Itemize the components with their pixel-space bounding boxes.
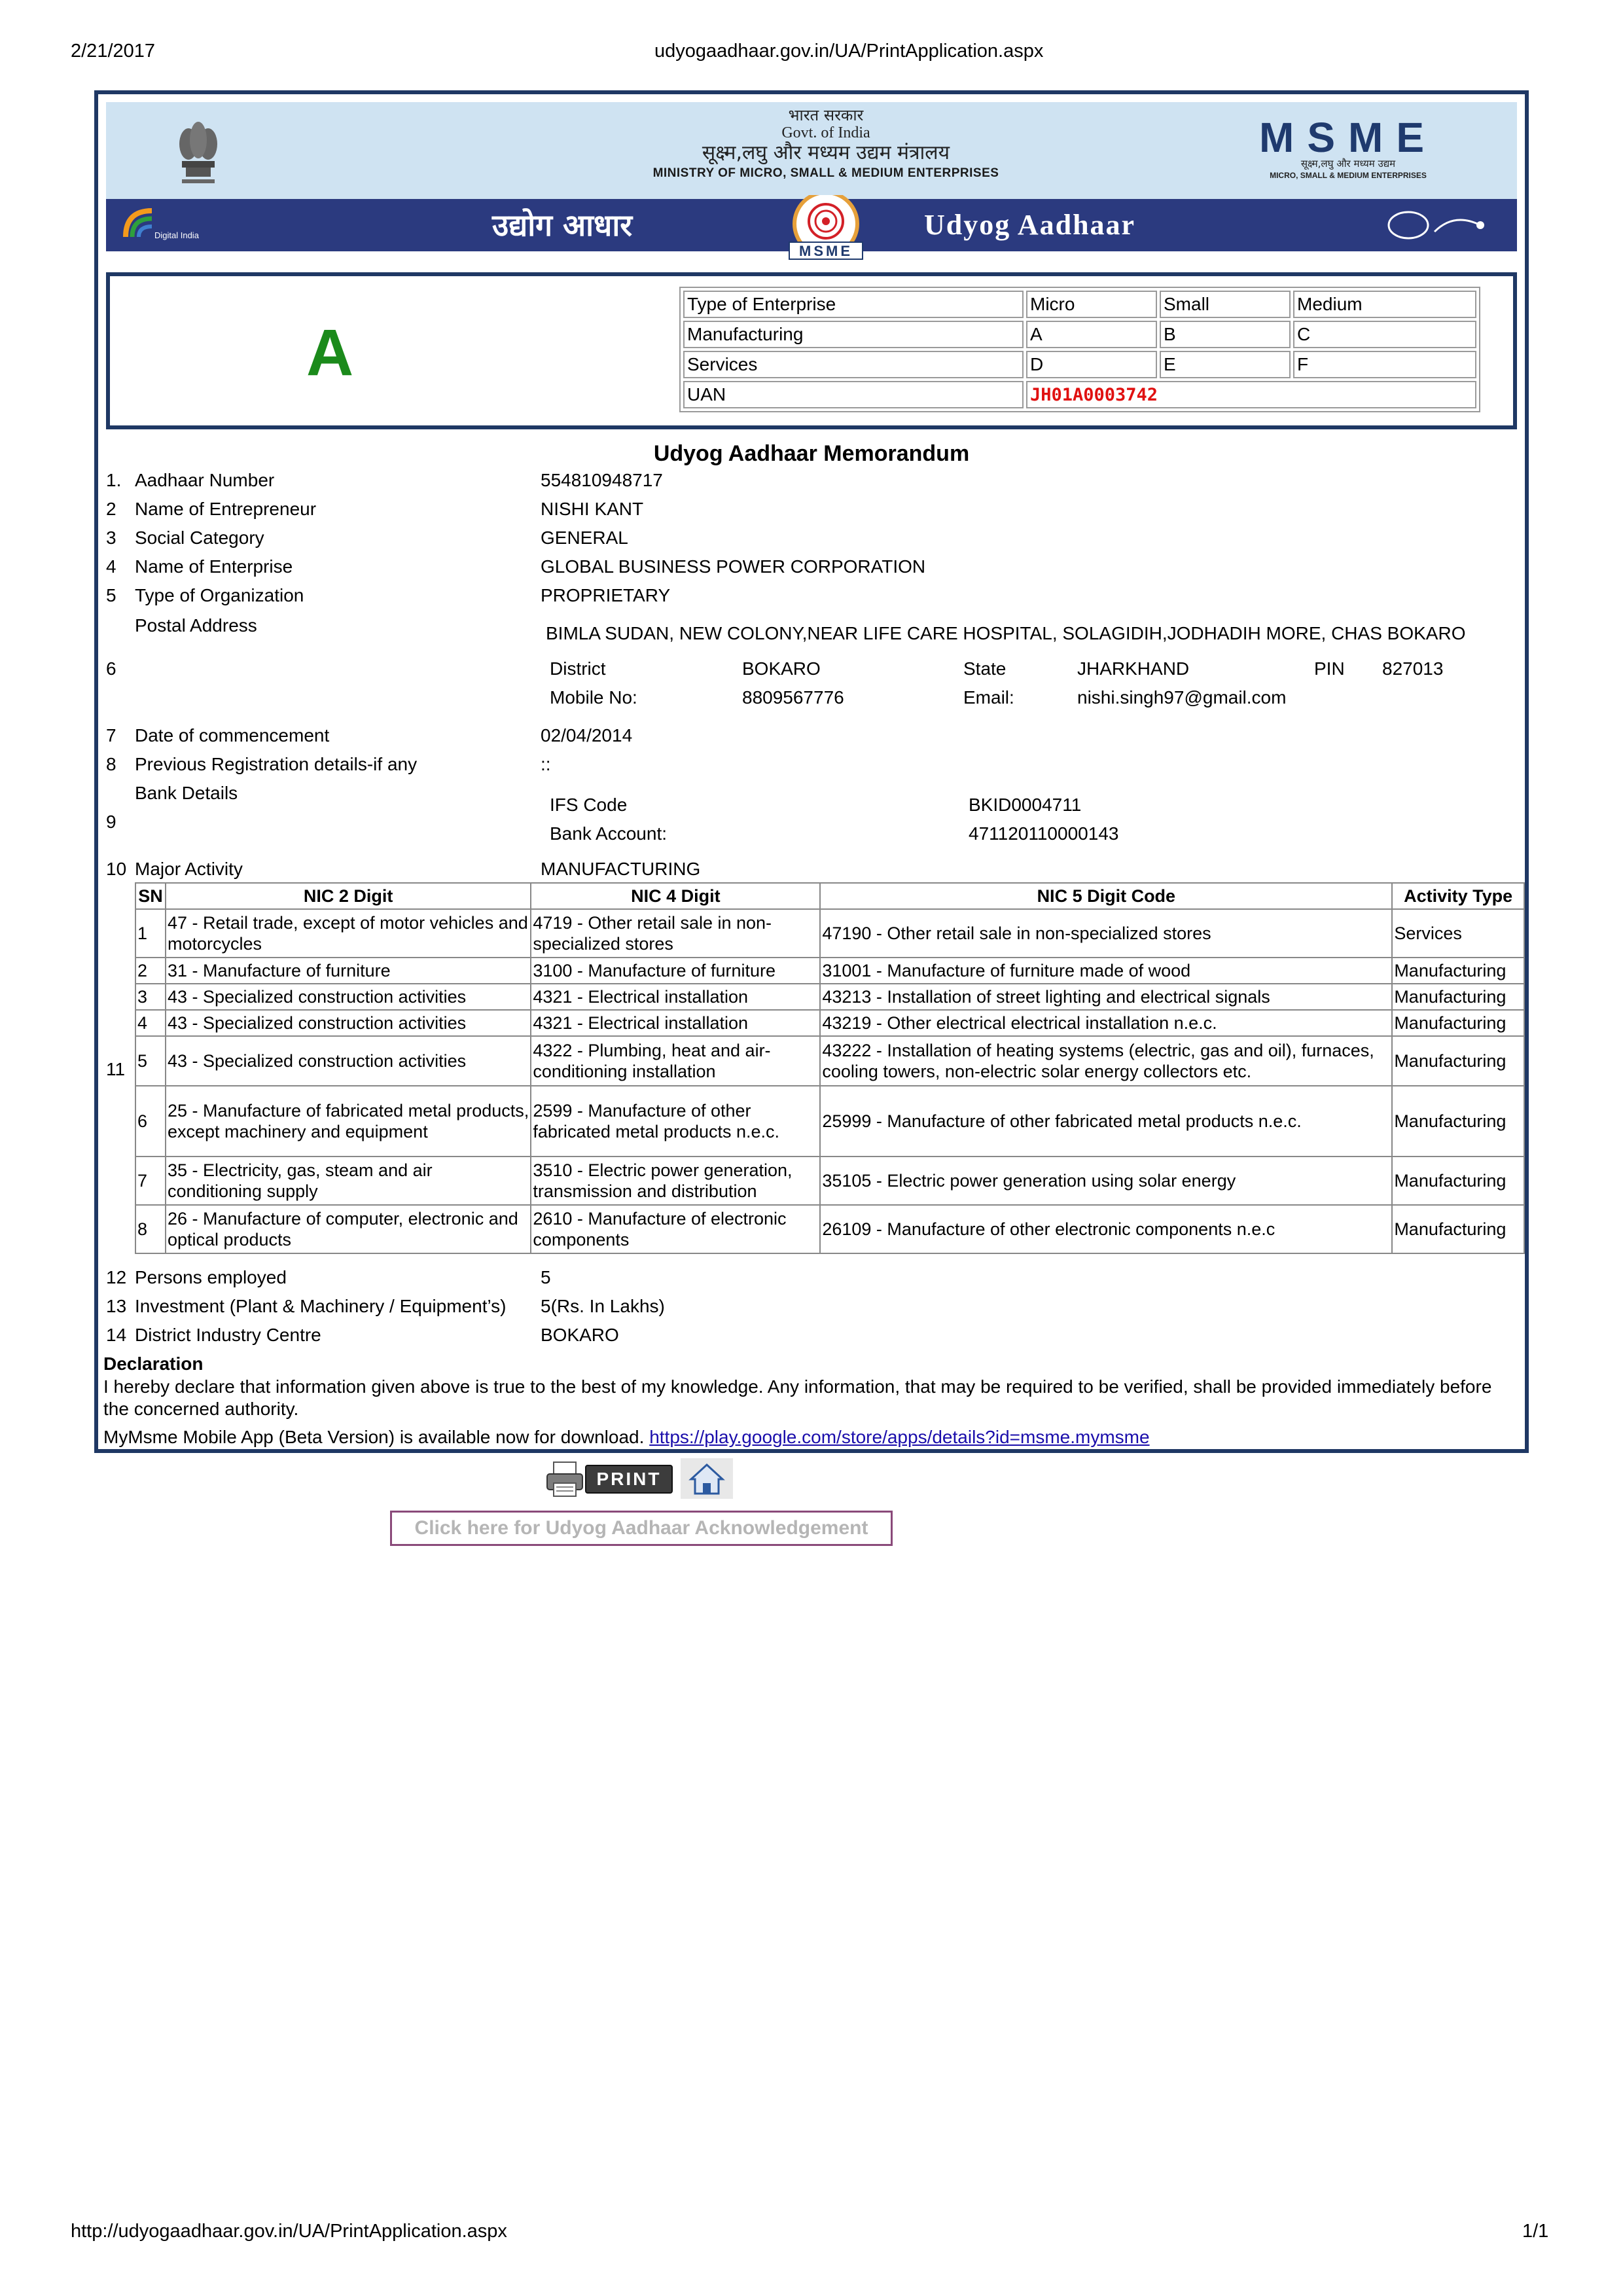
enterprise-type-table xyxy=(679,287,1480,412)
major-activity: MANUFACTURING xyxy=(541,859,701,879)
nic-4-digit: 4321 - Electrical installation xyxy=(531,1010,820,1036)
item-label: Aadhaar Number xyxy=(135,470,275,490)
nic-5-digit: 25999 - Manufacture of other fabricated metal products n.e.c. xyxy=(820,1086,1392,1157)
ifs-label: IFS Code xyxy=(550,795,628,815)
nic-5-digit: 26109 - Manufacture of other electronic components n.e.c xyxy=(820,1205,1392,1253)
nic-2-digit: 47 - Retail trade, except of motor vehicles and motorcycles xyxy=(166,909,531,958)
declaration-title: Declaration xyxy=(103,1354,204,1374)
district-label: District xyxy=(550,658,606,679)
msme-logo-english: MICRO, SMALL & MEDIUM ENTERPRISES xyxy=(1270,171,1427,180)
district-industry-centre: BOKARO xyxy=(541,1325,619,1345)
udyog-aadhaar-hindi: उद्योग आधार xyxy=(492,207,633,243)
nic-5-digit: 47190 - Other retail sale in non-specialized stores xyxy=(820,909,1392,958)
email-label: Email: xyxy=(963,687,1014,708)
activity-type: Manufacturing xyxy=(1392,1036,1524,1086)
activity-type: Manufacturing xyxy=(1392,958,1524,984)
memorandum-title: Udyog Aadhaar Memorandum xyxy=(653,441,970,466)
entrepreneur-name: NISHI KANT xyxy=(541,499,644,519)
item-number: 12 xyxy=(106,1267,127,1287)
commencement-date: 02/04/2014 xyxy=(541,725,633,745)
item-label: Date of commencement xyxy=(135,725,330,745)
bank-account-label: Bank Account: xyxy=(550,823,668,844)
udyog-aadhaar-english: Udyog Aadhaar xyxy=(924,209,1136,241)
table-row xyxy=(135,1205,1524,1253)
bank-account-value: 471120110000143 xyxy=(969,823,1119,844)
nic-4-digit: 2610 - Manufacture of electronic components xyxy=(531,1205,820,1253)
activity-type: Manufacturing xyxy=(1392,984,1524,1010)
table-cell: E xyxy=(1160,351,1291,378)
item-label: District Industry Centre xyxy=(135,1325,321,1345)
ministry-name: MINISTRY OF MICRO, SMALL & MEDIUM ENTERPRISES xyxy=(652,166,999,180)
item-label: Social Category xyxy=(135,528,264,548)
table-cell: Medium xyxy=(1293,291,1476,318)
column-header: SN xyxy=(135,883,166,909)
nic-sn: 7 xyxy=(135,1157,166,1205)
table-cell: C xyxy=(1293,321,1476,348)
mobile-app-text: MyMsme Mobile App (Beta Version) is available now for download. xyxy=(103,1427,645,1447)
ministry-banner xyxy=(106,102,1517,199)
column-header: Activity Type xyxy=(1392,883,1524,909)
enterprise-category-letter: A xyxy=(306,316,354,389)
item-label: Name of Entrepreneur xyxy=(135,499,317,519)
item-label: Bank Details xyxy=(135,783,238,803)
digital-india-badge-icon xyxy=(1382,206,1500,245)
activity-type: Manufacturing xyxy=(1392,1157,1524,1205)
email-value: nishi.singh97@gmail.com xyxy=(1077,687,1287,708)
nic-2-digit: 31 - Manufacture of furniture xyxy=(166,958,531,984)
pin-value: 827013 xyxy=(1382,658,1444,679)
nic-4-digit: 3100 - Manufacture of furniture xyxy=(531,958,820,984)
uan-value-cell xyxy=(1026,381,1476,408)
nic-2-digit: 35 - Electricity, gas, steam and air conditioning supply xyxy=(166,1157,531,1205)
table-cell: Micro xyxy=(1026,291,1157,318)
table-cell: Manufacturing xyxy=(683,321,1024,348)
udyog-aadhaar-seal-icon xyxy=(747,195,904,260)
table-row xyxy=(135,958,1524,984)
uan-label: UAN xyxy=(683,381,1024,408)
item-number: 14 xyxy=(106,1325,127,1345)
declaration-text: I hereby declare that information given above is true to the best of my knowledge. Any information, that may be required to be verified, shall be provided immediately before the concerned authority. xyxy=(103,1376,1492,1419)
item-label: Name of Enterprise xyxy=(135,556,293,577)
nic-sn: 8 xyxy=(135,1205,166,1253)
aadhaar-number: 554810948717 xyxy=(541,470,663,490)
table-row xyxy=(683,321,1476,348)
digital-india-text: Digital India xyxy=(154,230,199,240)
nic-5-digit: 35105 - Electric power generation using solar energy xyxy=(820,1157,1392,1205)
ifs-value: BKID0004711 xyxy=(969,795,1082,815)
page-count: 1/1 xyxy=(1522,2221,1549,2242)
activity-type: Manufacturing xyxy=(1392,1010,1524,1036)
print-url-footer: http://udyogaadhaar.gov.in/UA/PrintApplication.aspx xyxy=(71,2221,507,2242)
msme-logo-hindi: सूक्ष्म,लघु और मध्यम उद्यम xyxy=(1300,158,1396,170)
activity-type: Manufacturing xyxy=(1392,1086,1524,1157)
digital-india-logo xyxy=(119,204,224,246)
hindi-government: भारत सरकार xyxy=(788,106,864,124)
table-row xyxy=(683,351,1476,378)
column-header: NIC 4 Digit xyxy=(531,883,820,909)
state-label: State xyxy=(963,658,1007,679)
nic-2-digit: 43 - Specialized construction activities xyxy=(166,1010,531,1036)
state-emblem-icon xyxy=(162,115,234,187)
nic-2-digit: 25 - Manufacture of fabricated metal products, except machinery and equipment xyxy=(166,1086,531,1157)
item-label: Type of Organization xyxy=(135,585,304,605)
item-number: 8 xyxy=(106,754,116,774)
nic-sn: 2 xyxy=(135,958,166,984)
nic-4-digit: 4719 - Other retail sale in non-specialized stores xyxy=(531,909,820,958)
svg-text:MSME: MSME xyxy=(799,243,853,259)
govt-of-india: Govt. of India xyxy=(781,124,870,141)
table-cell: Type of Enterprise xyxy=(683,291,1024,318)
nic-sn: 3 xyxy=(135,984,166,1010)
enterprise-category-box xyxy=(106,272,1517,429)
social-category: GENERAL xyxy=(541,528,628,548)
item-number: 9 xyxy=(106,812,116,832)
item-number: 6 xyxy=(106,658,116,679)
table-cell: Small xyxy=(1160,291,1291,318)
mobile-value: 8809567776 xyxy=(742,687,844,708)
column-header: NIC 5 Digit Code xyxy=(820,883,1392,909)
table-header-row xyxy=(135,883,1524,909)
udyog-aadhaar-banner xyxy=(106,199,1517,259)
nic-sn: 4 xyxy=(135,1010,166,1036)
nic-sn: 5 xyxy=(135,1036,166,1086)
item-number: 13 xyxy=(106,1296,127,1316)
item-number: 4 xyxy=(106,556,116,577)
table-row xyxy=(683,381,1476,408)
nic-5-digit: 43222 - Installation of heating systems (electric, gas and oil), furnaces, cooling towers, non-electric solar energy collectors etc. xyxy=(820,1036,1392,1086)
persons-employed: 5 xyxy=(541,1267,551,1287)
nic-2-digit: 26 - Manufacture of computer, electronic and optical products xyxy=(166,1205,531,1253)
enterprise-name: GLOBAL BUSINESS POWER CORPORATION xyxy=(541,556,926,577)
organization-type: PROPRIETARY xyxy=(541,585,671,605)
printer-icon xyxy=(544,1460,585,1499)
nic-5-digit: 43213 - Installation of street lighting and electrical signals xyxy=(820,984,1392,1010)
item-label: Major Activity xyxy=(135,859,243,879)
table-cell: D xyxy=(1026,351,1157,378)
item-number: 3 xyxy=(106,528,116,548)
table-row xyxy=(135,1086,1524,1157)
investment: 5(Rs. In Lakhs) xyxy=(541,1296,665,1316)
item-number: 11 xyxy=(106,1059,126,1079)
pin-label: PIN xyxy=(1314,658,1345,679)
nic-sn: 1 xyxy=(135,909,166,958)
previous-registration: :: xyxy=(541,754,551,774)
home-icon xyxy=(681,1458,733,1499)
activity-type: Manufacturing xyxy=(1392,1205,1524,1253)
print-date: 2/21/2017 xyxy=(71,41,156,62)
table-row xyxy=(135,1036,1524,1086)
uan-value: JH01A0003742 xyxy=(1030,385,1158,405)
item-number: 10 xyxy=(106,859,127,879)
acknowledgement-link-button[interactable]: Click here for Udyog Aadhaar Acknowledgement xyxy=(390,1511,893,1546)
nic-sn: 6 xyxy=(135,1086,166,1157)
nic-code-table xyxy=(135,882,1525,1254)
table-cell: Services xyxy=(683,351,1024,378)
item-number: 7 xyxy=(106,725,116,745)
item-number: 5 xyxy=(106,585,116,605)
postal-address: BIMLA SUDAN, NEW COLONY,NEAR LIFE CARE HOSPITAL, SOLAGIDIH,JODHADIH MORE, CHAS BOKARO xyxy=(546,623,1466,643)
msme-logo-text: MSME xyxy=(1259,114,1437,161)
mobile-app-link[interactable]: https://play.google.com/store/apps/details?id=msme.mymsme xyxy=(649,1427,1150,1447)
column-header: NIC 2 Digit xyxy=(166,883,531,909)
memorandum-frame xyxy=(94,90,1529,1453)
table-row xyxy=(135,1157,1524,1205)
item-label: Investment (Plant & Machinery / Equipment’s) xyxy=(135,1296,507,1316)
nic-5-digit: 31001 - Manufacture of furniture made of wood xyxy=(820,958,1392,984)
nic-4-digit: 3510 - Electric power generation, transmission and distribution xyxy=(531,1157,820,1205)
table-row xyxy=(135,909,1524,958)
print-label: PRINT xyxy=(585,1465,673,1494)
table-row xyxy=(135,1010,1524,1036)
nic-4-digit: 2599 - Manufacture of other fabricated metal products n.e.c. xyxy=(531,1086,820,1157)
item-label: Persons employed xyxy=(135,1267,287,1287)
table-cell: F xyxy=(1293,351,1476,378)
item-label: Previous Registration details-if any xyxy=(135,754,418,774)
item-number: 2 xyxy=(106,499,116,519)
table-row xyxy=(135,984,1524,1010)
table-cell: B xyxy=(1160,321,1291,348)
hindi-ministry: सूक्ष्म,लघु और मध्यम उद्यम मंत्रालय xyxy=(702,141,950,164)
item-number: 1. xyxy=(106,470,122,490)
print-url-header: udyogaadhaar.gov.in/UA/PrintApplication.aspx xyxy=(654,41,1044,62)
nic-4-digit: 4321 - Electrical installation xyxy=(531,984,820,1010)
mobile-app-line xyxy=(103,1427,1150,1448)
table-row xyxy=(683,291,1476,318)
nic-4-digit: 4322 - Plumbing, heat and air-conditioning installation xyxy=(531,1036,820,1086)
mobile-label: Mobile No: xyxy=(550,687,637,708)
state-value: JHARKHAND xyxy=(1077,658,1190,679)
nic-2-digit: 43 - Specialized construction activities xyxy=(166,984,531,1010)
home-button[interactable] xyxy=(681,1458,733,1499)
nic-5-digit: 43219 - Other electrical electrical installation n.e.c. xyxy=(820,1010,1392,1036)
activity-type: Services xyxy=(1392,909,1524,958)
item-label: Postal Address xyxy=(135,615,257,636)
print-button[interactable] xyxy=(544,1457,673,1500)
nic-2-digit: 43 - Specialized construction activities xyxy=(166,1036,531,1086)
district-value: BOKARO xyxy=(742,658,821,679)
table-cell: A xyxy=(1026,321,1157,348)
msme-logo xyxy=(1204,114,1492,181)
